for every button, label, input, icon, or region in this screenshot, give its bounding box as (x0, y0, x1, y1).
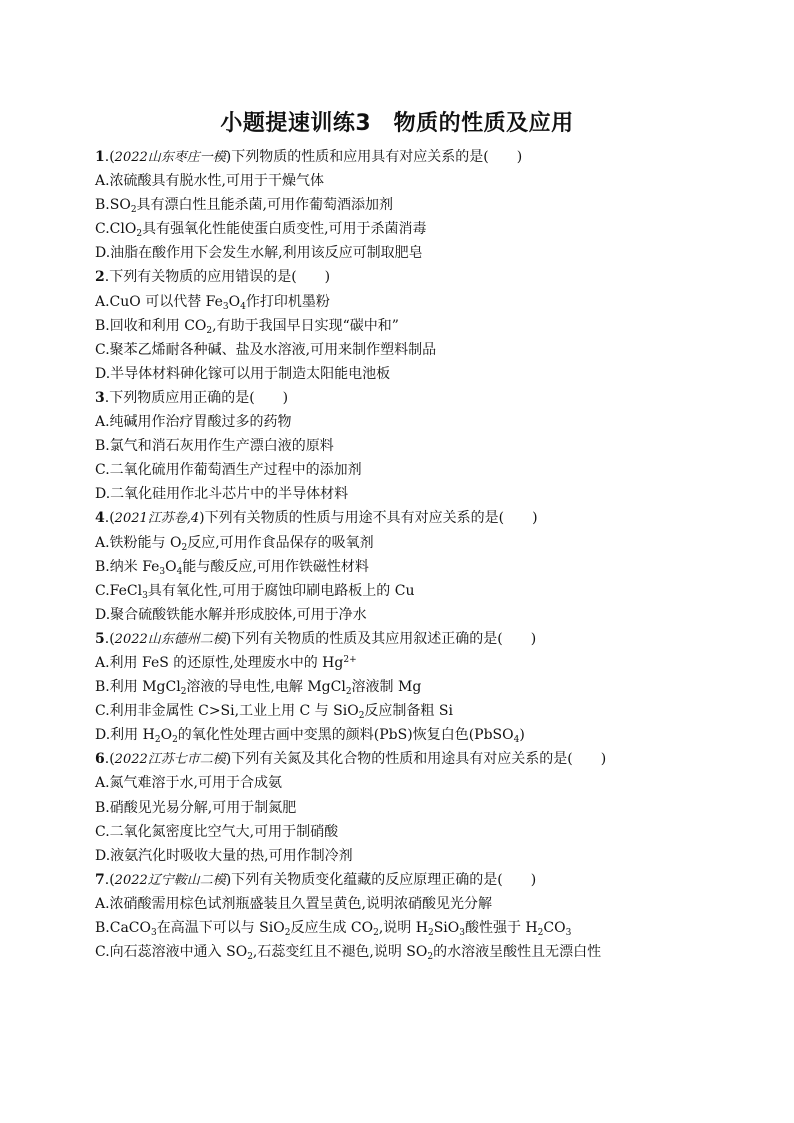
subscript: 3 (142, 590, 148, 601)
text-run: B.回收和利用 CO (95, 317, 207, 334)
question-list (95, 145, 715, 964)
text-run: ,说明 H (378, 920, 428, 936)
question-stem (95, 145, 715, 169)
answer-option (95, 603, 715, 627)
text-run: O (165, 558, 177, 575)
subscript: 2 (345, 687, 352, 698)
text-run: ,石蕊变红且不褪色,说明 SO (252, 944, 428, 961)
answer-option (95, 217, 715, 241)
text-run: A.浓硫酸具有脱水性,可用于干燥气体 (95, 173, 325, 190)
text-run: ,有助于我国早日实现“碳中和” (212, 317, 399, 334)
text-run: A.CuO 可以代替 Fe (95, 293, 223, 310)
text-run: 反应制备粗 Si (364, 703, 453, 720)
text-run: D.液氨汽化时吸收大量的热,可用作制冷剂 (95, 847, 353, 864)
text-run: D.油脂在酸作用下会发生水解,利用该反应可制取肥皂 (95, 245, 423, 262)
text-run: .( (104, 630, 115, 647)
text-run: O (160, 727, 173, 744)
subscript: 3 (565, 928, 572, 938)
text-run: A.浓硝酸需用棕色试剂瓶盛装且久置呈黄色,说明浓硝酸见光分解 (95, 895, 493, 912)
text-run: C.二氧化硫用作葡萄酒生产过程中的添加剂 (95, 462, 362, 479)
question-stem (95, 747, 715, 771)
text-run: B.氯气和消石灰用作生产漂白液的原料 (95, 438, 334, 455)
text-run: C.ClO (95, 221, 137, 238)
answer-option (95, 771, 715, 795)
text-run: .( (104, 751, 115, 768)
question-stem (95, 386, 715, 410)
answer-option (95, 555, 715, 579)
page-title: 小题提速训练3 物质的性质及应用 (220, 111, 574, 136)
text-run: D.二氧化硅用作北斗芯片中的半导体材料 (95, 486, 349, 503)
text-run: 作打印机墨粉 (245, 293, 330, 310)
answer-option (95, 916, 715, 940)
text-run: .( (104, 871, 115, 888)
text-run: 溶液的导电性,电解 MgCl (186, 679, 346, 696)
answer-option (95, 940, 715, 964)
answer-option (95, 482, 715, 506)
text-run: )下列有关物质的性质及其应用叙述正确的是( ) (225, 630, 537, 647)
subscript: 2 (537, 928, 544, 938)
text-run: 在高温下可以与 SiO (156, 920, 285, 936)
question-number: 5 (95, 630, 105, 647)
question-number: 7 (95, 871, 105, 888)
answer-option (95, 169, 715, 193)
text-run: 酸性强于 H (464, 920, 538, 936)
answer-option (95, 796, 715, 820)
text-run: C.向石蕊溶液中通入 SO (95, 944, 248, 961)
subscript: 2 (154, 735, 161, 746)
text-run: 反应,可用作食品保存的吸氧剂 (187, 534, 374, 551)
question-number: 3 (95, 389, 105, 406)
question-source: 2022江苏七市二模 (114, 752, 226, 768)
subscript: 2 (180, 687, 187, 698)
text-run: O (228, 293, 241, 310)
answer-option (95, 820, 715, 844)
answer-option (95, 699, 715, 723)
answer-option (95, 458, 715, 482)
answer-option (95, 675, 715, 699)
text-run: D.利用 H (95, 727, 155, 744)
text-run: C.聚苯乙烯耐各种碱、盐及水溶液,可用来制作塑料制品 (95, 341, 437, 358)
subscript: 2 (247, 952, 253, 963)
text-run: 反应生成 CO (290, 920, 374, 936)
text-run: ) (519, 727, 525, 744)
answer-option (95, 723, 715, 747)
answer-option (95, 892, 715, 916)
text-run: D.半导体材料砷化镓可以用于制造太阳能电池板 (95, 365, 391, 382)
question-number: 6 (95, 751, 105, 768)
text-run: .( (104, 510, 115, 527)
subscript: 2 (172, 735, 178, 746)
question-stem (95, 627, 715, 651)
text-run: A.铁粉能与 O (95, 534, 182, 551)
text-run: .下列有关物质的应用错误的是( ) (104, 269, 331, 286)
question-stem (95, 265, 715, 289)
question-source: 2022辽宁鞍山二模 (114, 872, 226, 888)
answer-option (95, 579, 715, 603)
text-run: 具有强氧化性能使蛋白质变性,可用于杀菌消毒 (142, 221, 427, 238)
subscript: 3 (159, 566, 166, 577)
text-run: 的氧化性处理古画中变黑的颜料(PbS)恢复白色(PbSO (177, 727, 514, 744)
subscript: 2 (373, 928, 379, 938)
answer-option (95, 362, 715, 386)
text-run: )下列有关物质变化蕴藏的反应原理正确的是( ) (225, 871, 537, 888)
subscript: 4 (176, 566, 183, 577)
subscript: 4 (240, 301, 246, 312)
text-run: B.纳米 Fe (95, 558, 160, 575)
text-run: 具有漂白性且能杀菌,可用作葡萄酒添加剂 (136, 197, 393, 214)
text-run: )下列有关物质的性质与用途不具有对应关系的是( ) (199, 510, 538, 527)
question-source: 2021江苏卷,4 (114, 511, 200, 527)
text-run: B.硝酸见光易分解,可用于制氮肥 (95, 799, 297, 816)
subscript: 3 (151, 928, 157, 938)
text-run: 溶液制 Mg (351, 679, 422, 696)
question-stem (95, 506, 715, 530)
answer-option (95, 241, 715, 265)
subscript: 2 (136, 229, 143, 240)
text-run: .( (104, 149, 115, 165)
text-run: B.SO (95, 197, 131, 214)
answer-option (95, 651, 715, 675)
text-run: D.聚合硫酸铁能水解并形成胶体,可用于净水 (95, 606, 367, 623)
subscript: 2 (427, 928, 434, 938)
text-run: SiO (433, 920, 460, 936)
question-source: 2022山东枣庄一模 (114, 150, 226, 165)
question-number: 4 (95, 510, 105, 527)
question-number: 1 (95, 149, 105, 165)
question-stem (95, 868, 715, 892)
subscript: 3 (459, 928, 465, 938)
subscript: 2 (206, 325, 213, 336)
answer-option (95, 434, 715, 458)
subscript: 2 (358, 711, 365, 722)
answer-option (95, 290, 715, 314)
text-run: 的水溶液呈酸性且无漂白性 (433, 944, 602, 961)
question-number: 2 (95, 269, 105, 286)
text-run: C.利用非金属性 C>Si,工业上用 C 与 SiO (95, 703, 359, 720)
superscript: 2+ (343, 654, 357, 665)
answer-option (95, 338, 715, 362)
text-run: A.利用 FeS 的还原性,处理废水中的 Hg (95, 654, 344, 671)
text-run: B.利用 MgCl (95, 679, 181, 696)
subscript: 3 (222, 301, 229, 312)
text-run: C.二氧化氮密度比空气大,可用于制硝酸 (95, 823, 339, 840)
question-source: 2022山东德州二模 (114, 631, 226, 647)
text-run: .下列物质应用正确的是( ) (104, 389, 289, 406)
subscript: 2 (427, 952, 434, 963)
text-run: )下列有关氮及其化合物的性质和用途具有对应关系的是( ) (225, 751, 607, 768)
text-run: C.FeCl (95, 582, 143, 599)
answer-option (95, 193, 715, 217)
answer-option (95, 844, 715, 868)
subscript: 2 (181, 542, 188, 553)
subscript: 4 (513, 735, 520, 746)
text-run: A.氮气难溶于水,可用于合成氨 (95, 775, 283, 792)
text-run: 能与酸反应,可用作铁磁性材料 (182, 558, 369, 575)
text-run: CO (543, 920, 566, 936)
answer-option (95, 531, 715, 555)
answer-option (95, 410, 715, 434)
answer-option (95, 314, 715, 338)
subscript: 2 (284, 928, 291, 938)
text-run: A.纯碱用作治疗胃酸过多的药物 (95, 414, 292, 431)
text-run: )下列物质的性质和应用具有对应关系的是( ) (225, 149, 523, 165)
subscript: 2 (130, 205, 137, 216)
text-run: 具有氧化性,可用于腐蚀印刷电路板上的 Cu (147, 582, 415, 599)
text-run: B.CaCO (95, 920, 151, 936)
